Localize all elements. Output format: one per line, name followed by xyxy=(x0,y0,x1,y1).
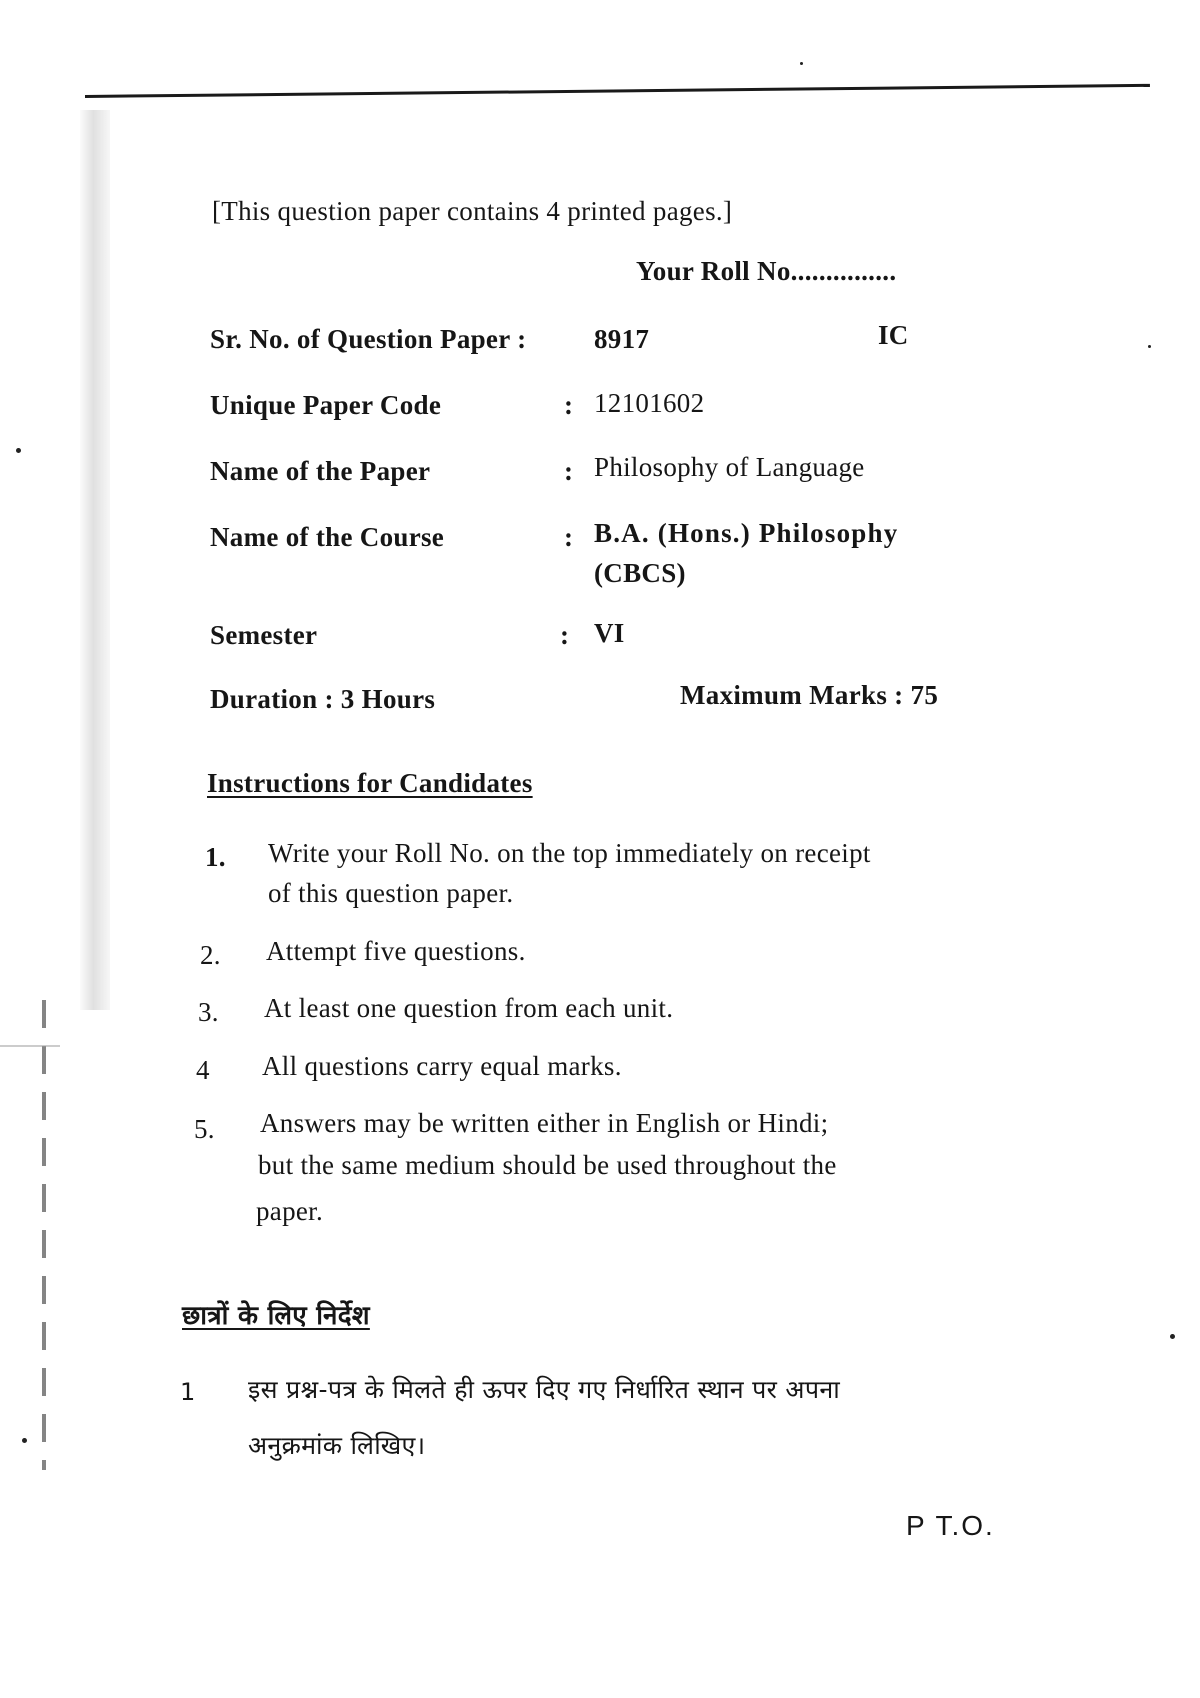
instruction-text: of this question paper. xyxy=(268,878,514,908)
pages-note: [This question paper contains 4 printed pages.] xyxy=(212,196,733,226)
scan-edge-mark xyxy=(0,1045,60,1047)
scan-speck xyxy=(1148,345,1151,348)
colon: : xyxy=(564,390,574,420)
hindi-instruction-number: 1 xyxy=(180,1378,196,1406)
instruction-number: 1. xyxy=(205,842,226,872)
unique-code-value: 12101602 xyxy=(594,388,705,418)
scan-speck xyxy=(1170,1334,1175,1339)
instruction-text: All questions carry equal marks. xyxy=(262,1051,622,1081)
colon: : xyxy=(560,620,570,650)
course-value: B.A. (Hons.) Philosophy xyxy=(594,518,899,548)
instruction-text: Write your Roll No. on the top immediately on receipt xyxy=(268,838,871,868)
hindi-instruction-text: इस प्रश्न-पत्र के मिलते ही ऊपर दिए गए निर्धारित स्थान पर अपना xyxy=(248,1375,840,1404)
roll-number-field: Your Roll No............... xyxy=(636,256,897,286)
pto-note: P T.O. xyxy=(906,1510,995,1541)
sr-no-label: Sr. No. of Question Paper : xyxy=(210,324,527,354)
duration: Duration : 3 Hours xyxy=(210,684,436,714)
maximum-marks: Maximum Marks : 75 xyxy=(680,680,939,710)
course-label: Name of the Course xyxy=(210,522,445,552)
instruction-number: 4 xyxy=(196,1055,210,1085)
instructions-heading: Instructions for Candidates xyxy=(207,768,533,798)
instruction-text: Answers may be written either in English or Hindi; xyxy=(260,1108,829,1138)
scan-speck xyxy=(800,62,803,65)
hindi-instructions-heading: छात्रों के लिए निर्देश xyxy=(182,1301,370,1331)
instruction-number: 2. xyxy=(200,940,221,970)
scan-speck xyxy=(16,448,21,453)
scan-edge-shadow xyxy=(80,110,110,1010)
instruction-number: 5. xyxy=(194,1114,215,1144)
paper-name-label: Name of the Paper xyxy=(210,456,431,486)
set-code: IC xyxy=(878,320,909,350)
sr-no-value: 8917 xyxy=(594,324,650,354)
paper-name-value: Philosophy of Language xyxy=(594,452,865,482)
instruction-text: but the same medium should be used throughout the xyxy=(258,1150,837,1180)
scan-speck xyxy=(22,1438,27,1443)
unique-code-label: Unique Paper Code xyxy=(210,390,442,420)
instruction-text: Attempt five questions. xyxy=(266,936,526,966)
instruction-text: paper. xyxy=(256,1196,324,1226)
semester-value: VI xyxy=(594,618,625,648)
scan-edge-marks xyxy=(42,1000,46,1470)
course-value-cont: (CBCS) xyxy=(594,558,686,588)
colon: : xyxy=(564,456,574,486)
colon: : xyxy=(564,522,574,552)
instruction-text: At least one question from each unit. xyxy=(264,993,674,1023)
top-border-line xyxy=(85,84,1150,98)
semester-label: Semester xyxy=(210,620,318,650)
instruction-number: 3. xyxy=(198,997,219,1027)
hindi-instruction-text: अनुक्रमांक लिखिए। xyxy=(248,1431,426,1460)
